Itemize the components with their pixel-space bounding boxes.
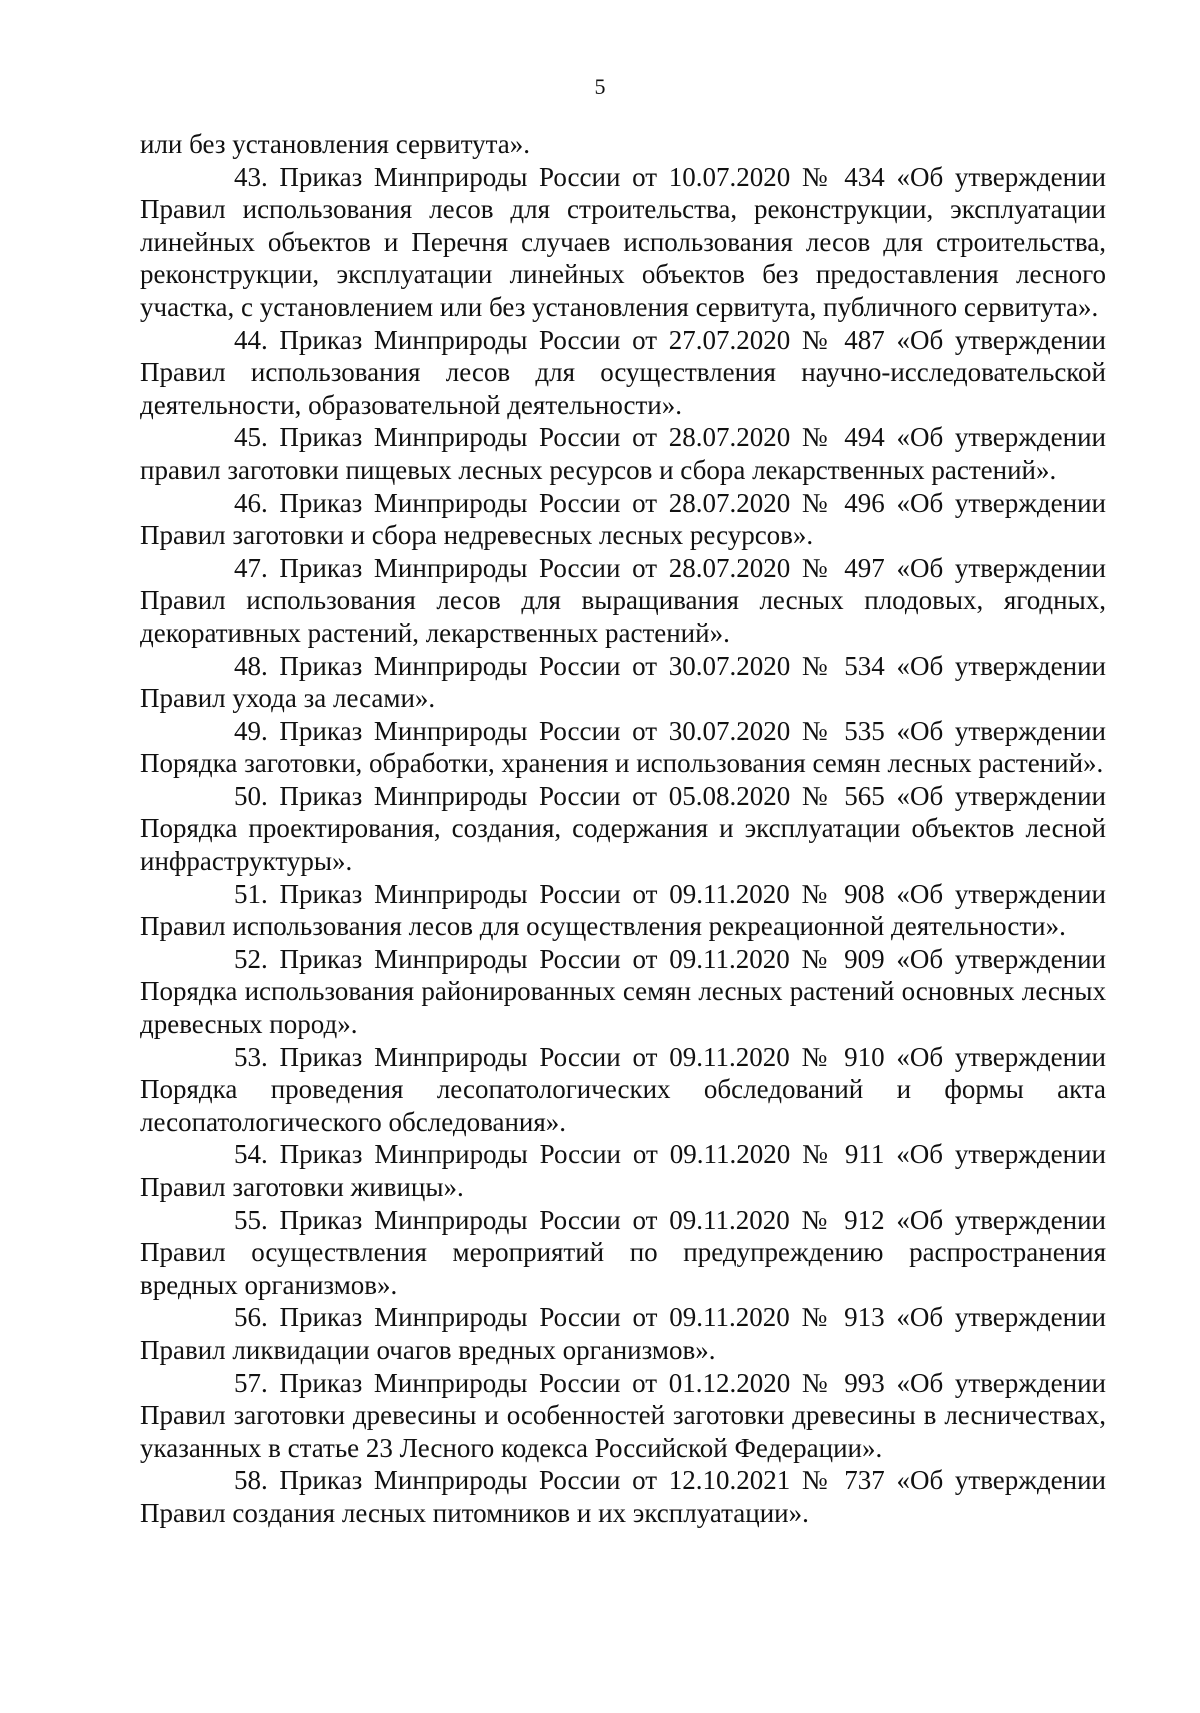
document-body (140, 128, 1106, 1530)
list-item-51: 51. Приказ Минприроды России от 09.11.2020 № 908 «Об утверждении Правил использования лесов для осуществления рекреационной деятельности». (140, 878, 1106, 942)
list-item-55: 55. Приказ Минприроды России от 09.11.2020 № 912 «Об утверждении Правил осуществления мероприятий по предупреждению распространения вредных организмов». (140, 1204, 1106, 1300)
list-item-54: 54. Приказ Минприроды России от 09.11.2020 № 911 «Об утверждении Правил заготовки живицы». (140, 1139, 1106, 1202)
list-item-43: 43. Приказ Минприроды России от 10.07.2020 № 434 «Об утверждении Правил использования лесов для строительства, реконструкции, эксплуатации линейных объектов и Перечня случаев использования лесов для строительства, реконструкции, эксплуатации линейных объектов без предоставления лесного участка, с установлением или без установления сервитута, публичного сервитута». (140, 161, 1106, 322)
list-item-57: 57. Приказ Минприроды России от 01.12.2020 № 993 «Об утверждении Правил заготовки древесины и особенностей заготовки древесины в лесничествах, указанных в статье 23 Лесного кодекса Российской Федерации». (140, 1367, 1106, 1463)
page-number: 5 (594, 74, 606, 99)
list-item-44: 44. Приказ Минприроды России от 27.07.2020 № 487 «Об утверждении Правил использования лесов для осуществления научно-исследовательской деятельности, образовательной деятельности». (140, 324, 1106, 420)
list-item-56: 56. Приказ Минприроды России от 09.11.2020 № 913 «Об утверждении Правил ликвидации очагов вредных организмов». (140, 1302, 1106, 1365)
list-item-46: 46. Приказ Минприроды России от 28.07.2020 № 496 «Об утверждении Правил заготовки и сбора недревесных лесных ресурсов». (140, 487, 1106, 551)
list-item-53: 53. Приказ Минприроды России от 09.11.2020 № 910 «Об утверждении Порядка проведения лесопатологических обследований и формы акта лесопатологического обследования». (140, 1041, 1106, 1137)
list-item-47: 47. Приказ Минприроды России от 28.07.2020 № 497 «Об утверждении Правил использования лесов для выращивания лесных плодовых, ягодных, декоративных растений, лекарственных растений». (140, 552, 1106, 648)
list-item-48: 48. Приказ Минприроды России от 30.07.2020 № 534 «Об утверждении Правил ухода за лесами». (140, 650, 1106, 714)
list-item-49: 49. Приказ Минприроды России от 30.07.2020 № 535 «Об утверждении Порядка заготовки, обработки, хранения и использования семян лесных растений». (140, 715, 1106, 779)
paragraph-continuation: или без установления сервитута». (140, 129, 530, 159)
list-item-45: 45. Приказ Минприроды России от 28.07.2020 № 494 «Об утверждении правил заготовки пищевых лесных ресурсов и сбора лекарственных растений». (140, 422, 1106, 485)
list-item-58: 58. Приказ Минприроды России от 12.10.2021 № 737 «Об утверждении Правил создания лесных питомников и их эксплуатации». (140, 1465, 1106, 1528)
list-item-50: 50. Приказ Минприроды России от 05.08.2020 № 565 «Об утверждении Порядка проектирования, создания, содержания и эксплуатации объектов лесной инфраструктуры». (140, 780, 1106, 877)
list-item-52: 52. Приказ Минприроды России от 09.11.2020 № 909 «Об утверждении Порядка использования районированных семян лесных растений основных лесных древесных пород». (140, 943, 1106, 1040)
